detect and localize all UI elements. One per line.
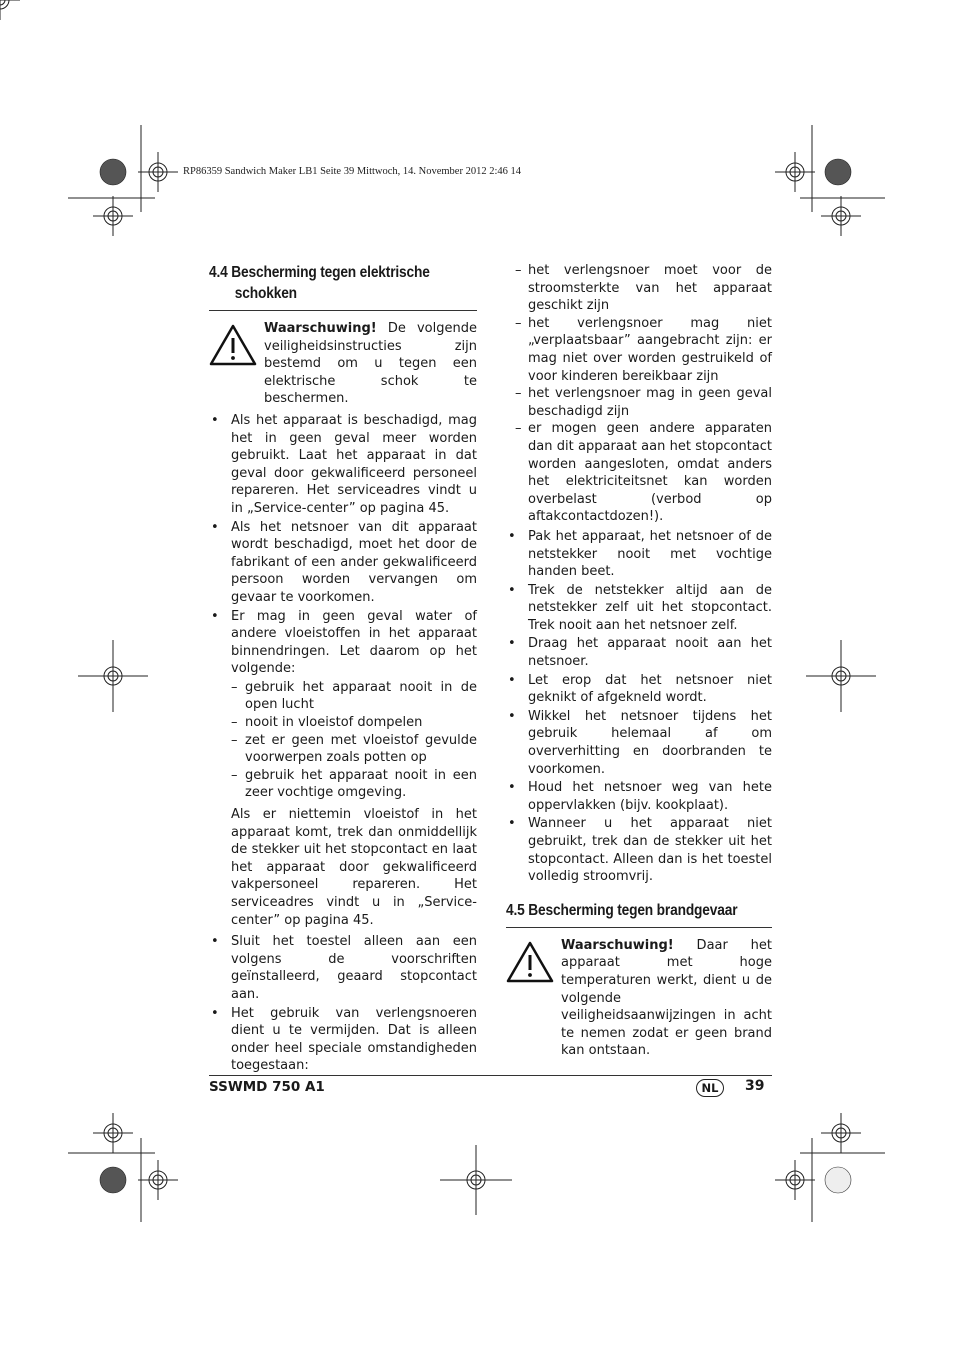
list-item: • Wanneer u het apparaat niet gebruikt, trek dan de stekker uit het stopcontact. Alleen dan is het toestel volledig stroomvrij. [506, 815, 772, 885]
warning-triangle-icon [506, 941, 554, 983]
dash-list [209, 679, 477, 802]
heading: 4.5 Bescherming tegen brandgevaar [506, 901, 738, 919]
print-header-line: RP86359 Sandwich Maker LB1 Seite 39 Mittwoch, 14. November 2012 2:46 14 [183, 166, 522, 177]
dash-item: – het verlengsnoer moet voor de stroomsterkte van het apparaat geschikt zijn [515, 263, 772, 314]
dash-item: – gebruik het apparaat nooit in een zeer vochtige omgeving. [231, 767, 477, 801]
dash-item: – nooit in vloeistof dompelen [231, 715, 423, 731]
list-item: • Draag het apparaat nooit aan het netsnoer. [506, 635, 772, 670]
footer-rule [209, 1075, 772, 1076]
list-item: • Houd het netsnoer weg van hete oppervlakken (bijv. kookplaat). [506, 779, 772, 814]
warning-text: De volgende veiligheidsinstructies zijn bestemd om u tegen een elektrische schok te beschermen. [264, 321, 477, 407]
dash-item: – het verlengsnoer mag in geen geval beschadigd zijn [515, 386, 772, 419]
page-number: 39 [745, 1078, 765, 1094]
list-item: • Pak het apparaat, het netsnoer of de netstekker nooit met vochtige handen beet. [506, 528, 772, 581]
list-item: • Let erop dat het netsnoer niet geknikt of afgekneld wordt. [506, 672, 772, 707]
list-item: • Er mag in geen geval water of andere vloeistoffen in het apparaat binnendringen. Let daarom op het volgende: [209, 608, 477, 678]
section-heading-4-5 [506, 900, 772, 928]
list-item: • Het gebruik van verlengsnoeren dient u te vermijden. Dat is alleen onder heel speciale omstandigheden toegestaan: [209, 1005, 477, 1075]
paragraph: Als er niettemin vloeistof in het apparaat komt, trek dan onmiddellijk de stekker uit het stopcontact en laat het apparaat door gekwalificeerd vakpersoneel repareren. Het serviceadres vindt u in „Service-center” op pagina 45. [231, 807, 477, 928]
footer-model: SSWMD 750 A1 [209, 1079, 325, 1095]
list-item: • Als het netsnoer van dit apparaat wordt beschadigd, moet het door de fabrikant of een ander gekwalificeerd persoon worden vervangen om gevaar te voorkomen. [209, 519, 477, 607]
warning-label: Waarschuwing! [561, 937, 674, 953]
warning-text: Daar het apparaat met hoge temperaturen werkt, dient u de volgende veiligheidsaanwijzingen in acht te nemen zodat er geen brand kan ontstaan. [561, 937, 772, 1059]
dash-item: – zet er geen met vloeistof gevulde voorwerpen zoals potten op [231, 732, 477, 766]
left-column [209, 262, 477, 1076]
warning-block [506, 937, 772, 1060]
list-item: • Trek de netstekker altijd aan de netstekker zelf uit het stopcontact. Trek nooit aan het netsnoer zelf. [506, 582, 772, 635]
section-heading-4-4 [209, 262, 477, 311]
right-column [506, 262, 772, 1064]
list-item: • Als het apparaat is beschadigd, mag het in geen geval meer worden gebruikt. Laat het apparaat in dat geval door gekwalificeerd personeel repareren. Het serviceadres vindt u in „Service-center” op pagina 45. [209, 412, 477, 518]
heading-line-2: schokken [234, 285, 297, 302]
dash-item: – het verlengsnoer mag niet „verplaatsbaar” aangebracht zijn: er mag niet over worden gestruikeld of voor kinderen bereikbaar zijn [515, 315, 772, 384]
warning-block [209, 320, 477, 408]
language-badge: NL [696, 1079, 724, 1097]
dash-item: – er mogen geen andere apparaten dan dit apparaat aan het stopcontact worden aangesloten, omdat anders het elektriciteitsnet kan worden overbelast (verbod op aftakcontactdozen!). [515, 421, 772, 525]
warning-label: Waarschuwing! [264, 321, 377, 336]
list-item: • Wikkel het netsnoer tijdens het gebruik helemaal af om oververhitting en doorbranden te voorkomen. [506, 708, 772, 778]
list-item: • Sluit het toestel alleen aan een volgens de voorschriften geïnstalleerd, geaard stopcontact aan. [209, 933, 477, 1003]
dash-item: – gebruik het apparaat nooit in de open lucht [231, 679, 477, 713]
heading-line-1: 4.4 Bescherming tegen elektrische [209, 264, 430, 281]
warning-triangle-icon [209, 324, 257, 366]
